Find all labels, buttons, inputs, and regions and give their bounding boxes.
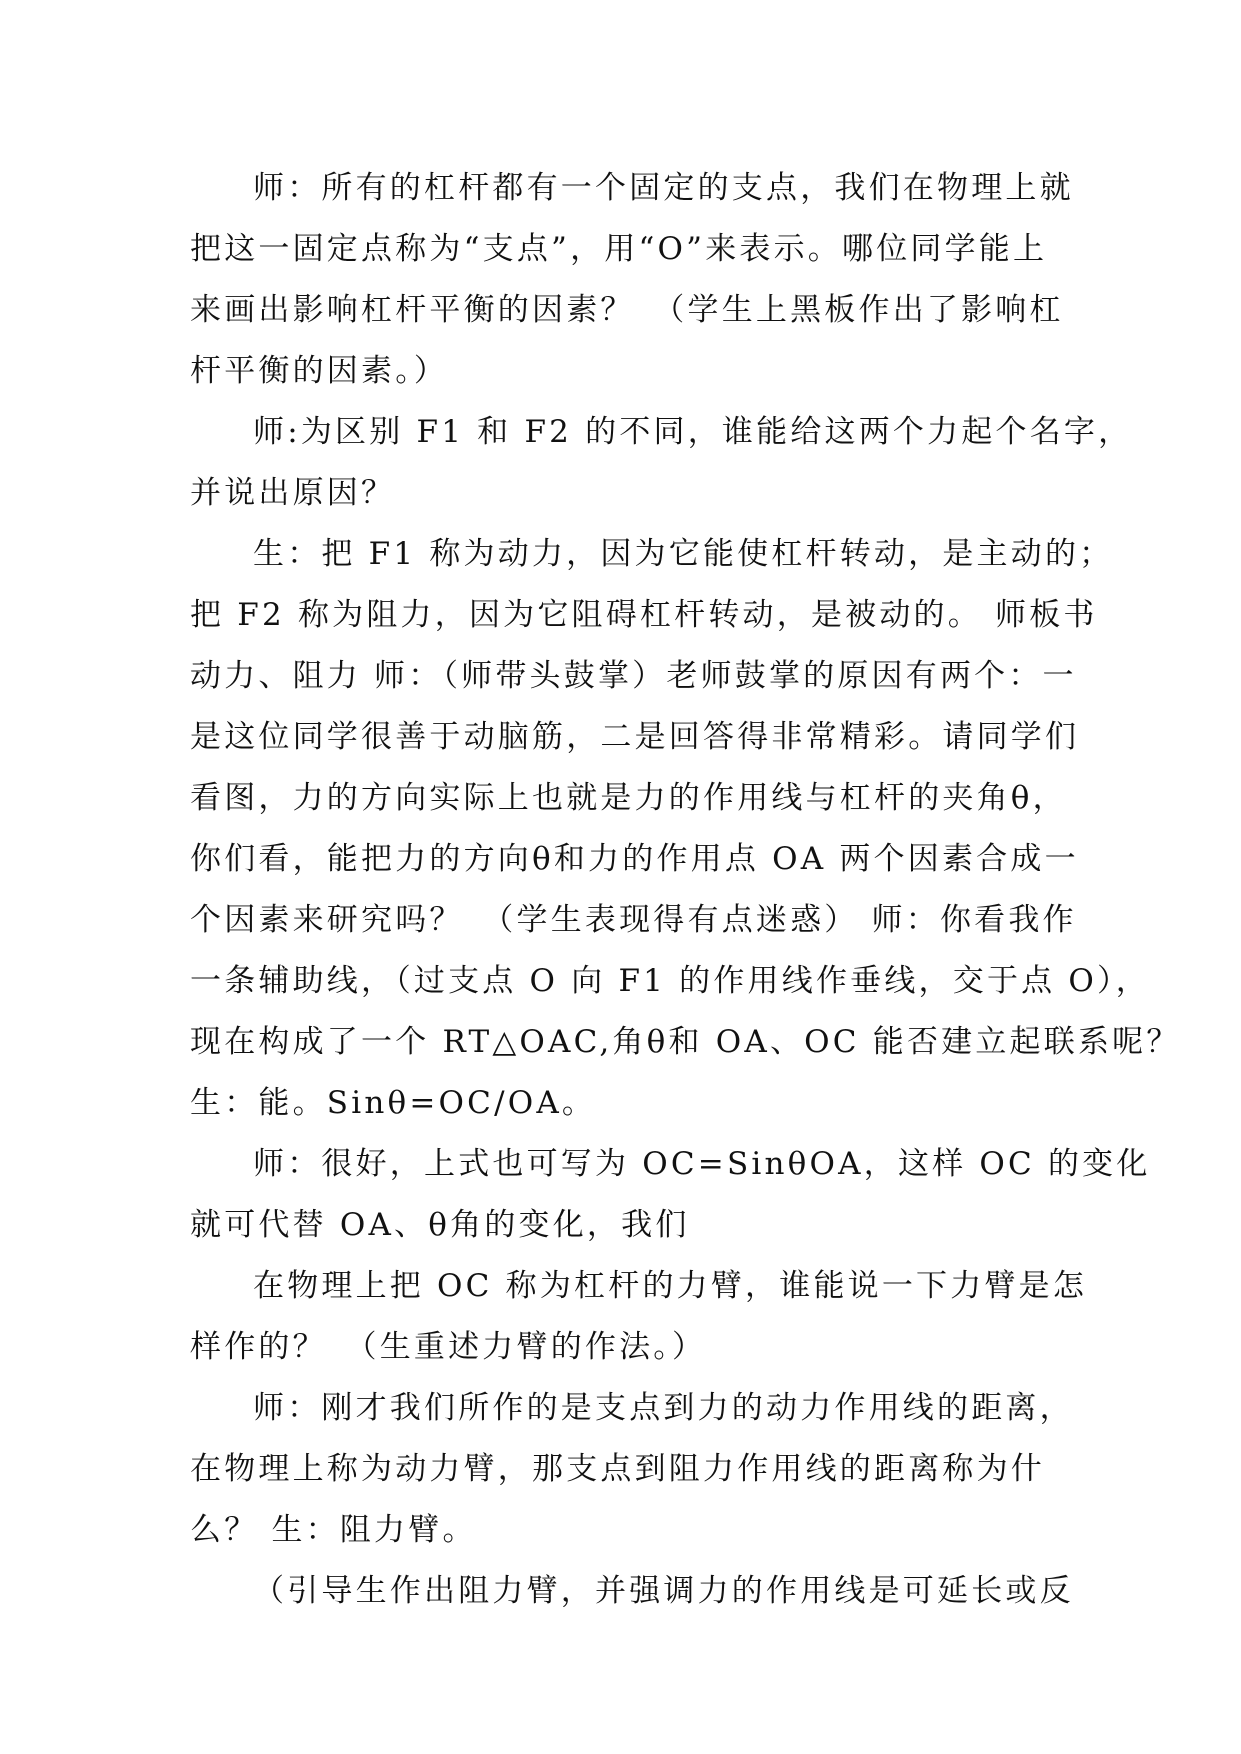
text-line: 动力、阻力 师：（师带头鼓掌）老师鼓掌的原因有两个：一 <box>190 658 1077 694</box>
text-line: 生：能。Sinθ=OC/OA。 <box>190 1085 597 1121</box>
lesson-transcript-text <box>190 158 1181 1622</box>
text-line: 把 F2 称为阻力，因为它阻碍杠杆转动，是被动的。 师板书 <box>190 597 1098 633</box>
text-line: 在物理上把 OC 称为杠杆的力臂，谁能说一下力臂是怎 <box>253 1268 1088 1304</box>
text-line: 师：刚才我们所作的是支点到力的动力作用线的距离， <box>253 1390 1074 1426</box>
text-line: 师：所有的杠杆都有一个固定的支点，我们在物理上就 <box>253 170 1074 206</box>
text-line: 师：很好，上式也可写为 OC=SinθOA，这样 OC 的变化 <box>253 1146 1151 1182</box>
text-line: 一条辅助线，（过支点 O 向 F1 的作用线作垂线，交于点 O）， <box>190 963 1150 999</box>
text-line: 师:为区别 F1 和 F2 的不同，谁能给这两个力起个名字， <box>253 414 1133 450</box>
text-line: 看图，力的方向实际上也就是力的作用线与杠杆的夹角θ， <box>190 780 1067 816</box>
text-line: 并说出原因？ <box>190 475 396 511</box>
text-line: 杆平衡的因素。） <box>190 353 449 389</box>
text-line: （引导生作出阻力臂，并强调力的作用线是可延长或反 <box>253 1573 1074 1609</box>
text-line: 就可代替 OA、θ角的变化，我们 <box>190 1207 690 1243</box>
text-line: 么？ 生：阻力臂。 <box>190 1512 477 1548</box>
text-line: 样作的？ （生重述力臂的作法。） <box>190 1329 707 1365</box>
text-line: 个因素来研究吗？ （学生表现得有点迷惑） 师：你看我作 <box>190 902 1077 938</box>
text-line: 来画出影响杠杆平衡的因素？ （学生上黑板作出了影响杠 <box>190 292 1064 328</box>
text-line: 把这一固定点称为“支点”，用“O”来表示。哪位同学能上 <box>190 231 1048 267</box>
text-line: 现在构成了一个 RT△OAC,角θ和 OA、OC 能否建立起联系呢？ <box>190 1024 1181 1060</box>
text-line: 你们看，能把力的方向θ和力的作用点 OA 两个因素合成一 <box>190 841 1079 877</box>
text-line: 在物理上称为动力臂，那支点到阻力作用线的距离称为什 <box>190 1451 1045 1487</box>
text-line: 生：把 F1 称为动力，因为它能使杠杆转动，是主动的； <box>253 536 1114 572</box>
text-line: 是这位同学很善于动脑筋，二是回答得非常精彩。请同学们 <box>190 719 1080 755</box>
